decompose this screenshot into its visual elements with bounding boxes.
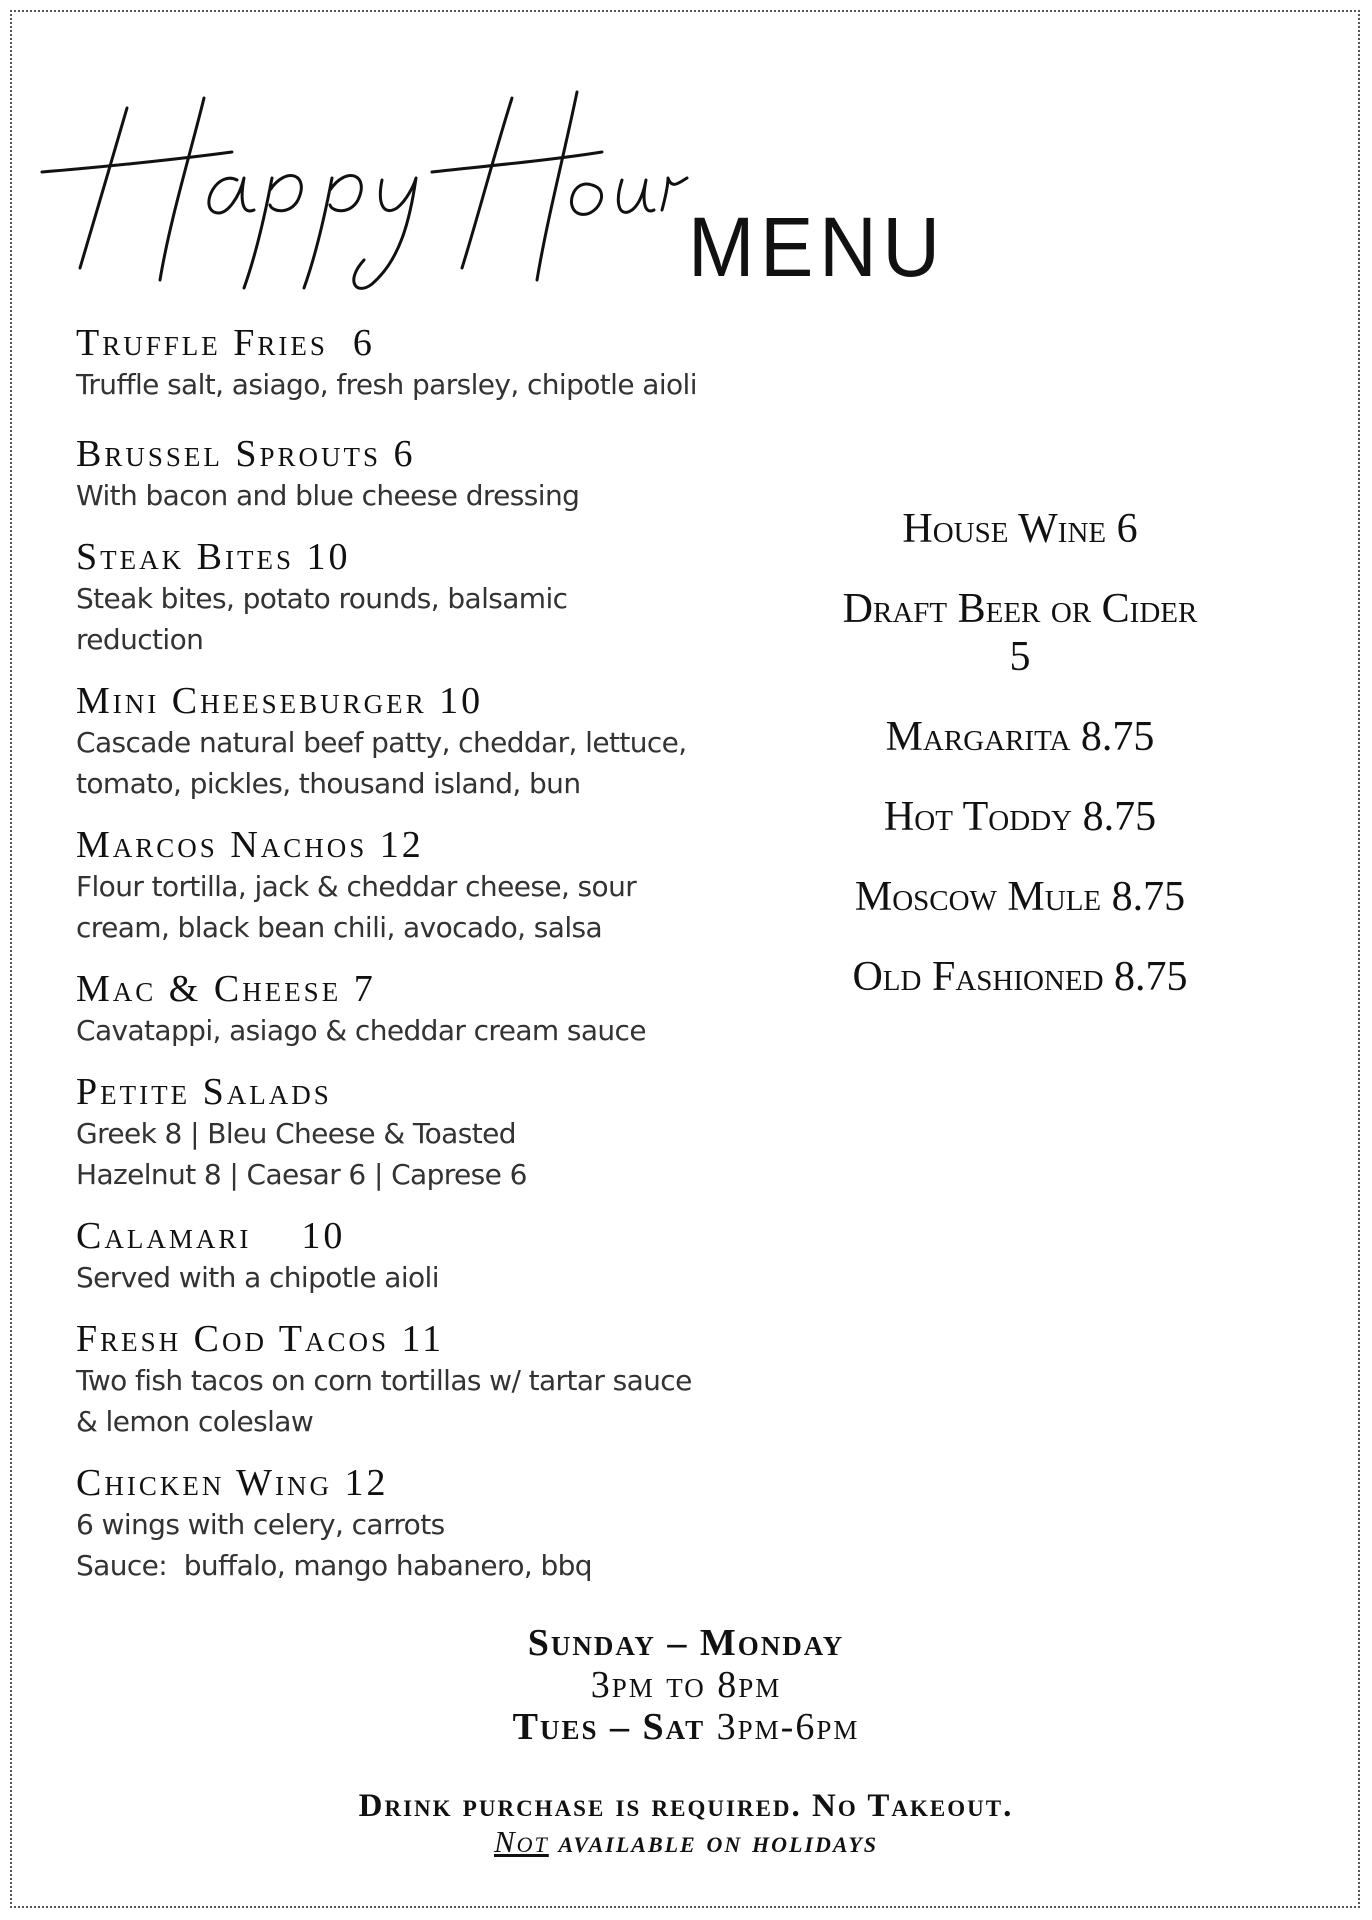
food-item-desc: Two fish tacos on corn tortillas w/ tartar sauce [76, 1364, 692, 1397]
food-item-desc: Greek 8 | Bleu Cheese & Toasted [76, 1117, 516, 1150]
drink-label: Draft Beer or Cider [842, 586, 1198, 632]
drinks-list [760, 505, 1280, 1033]
drink-item [760, 585, 1280, 681]
food-item [76, 536, 766, 660]
hours-block [0, 1622, 1372, 1748]
food-item-title: Calamari 10 [76, 1215, 346, 1257]
drink-label: Old Fashioned 8.75 [852, 954, 1188, 1000]
food-item-title: Mac & Cheese 7 [76, 968, 376, 1010]
drink-item [760, 873, 1280, 921]
holiday-note-rest: available on holidays [548, 1824, 879, 1859]
hours-days: Sunday – Monday [527, 1622, 845, 1664]
drink-item [760, 713, 1280, 761]
food-item-desc: Cascade natural beef patty, cheddar, lettuce, [76, 726, 687, 759]
notes-block [0, 1788, 1372, 1860]
food-item-title: Fresh Cod Tacos 11 [76, 1318, 445, 1360]
drink-label: Moscow Mule 8.75 [854, 874, 1186, 920]
food-item [76, 968, 766, 1051]
drink-price: 5 [1009, 634, 1031, 680]
food-item [76, 680, 766, 804]
food-item-desc: reduction [76, 623, 204, 656]
drink-item [760, 953, 1280, 1001]
holiday-note [0, 1824, 1372, 1860]
food-item [76, 1318, 766, 1442]
happy-hour-script-title [32, 60, 692, 290]
hours-tues-sat-days: Tues – Sat [512, 1706, 706, 1748]
food-item-desc: With bacon and blue cheese dressing [76, 479, 580, 512]
menu-title: MENU [688, 200, 946, 294]
drink-label: House Wine 6 [902, 506, 1138, 552]
food-item [76, 1071, 766, 1195]
food-item-desc: & lemon coleslaw [76, 1405, 314, 1438]
food-item [76, 322, 766, 405]
food-item-title: Brussel Sprouts 6 [76, 433, 416, 475]
food-item [76, 433, 766, 516]
food-item-desc: Truffle salt, asiago, fresh parsley, chipotle aioli [76, 368, 697, 401]
drink-item [760, 505, 1280, 553]
food-item-desc: Steak bites, potato rounds, balsamic [76, 582, 568, 615]
hours-tues-sat [0, 1706, 1372, 1748]
food-list [76, 322, 766, 1586]
food-item-desc: tomato, pickles, thousand island, bun [76, 767, 581, 800]
food-item-title: Truffle Fries 6 [76, 322, 375, 364]
hours-tues-sat-times: 3pm-6pm [705, 1706, 860, 1748]
drink-requirement-note: Drink purchase is required. No Takeout. [358, 1788, 1014, 1824]
food-item-title: Petite Salads [76, 1071, 332, 1113]
drink-item [760, 793, 1280, 841]
food-item-desc: Sauce: buffalo, mango habanero, bbq [76, 1549, 592, 1582]
food-item-desc: Served with a chipotle aioli [76, 1261, 439, 1294]
holiday-note-not: Not [493, 1824, 549, 1859]
food-item [76, 824, 766, 948]
food-item-desc: Hazelnut 8 | Caesar 6 | Caprese 6 [76, 1158, 527, 1191]
food-item-title: Marcos Nachos 12 [76, 824, 424, 866]
drink-label: Hot Toddy 8.75 [883, 794, 1157, 840]
hours-times: 3pm to 8pm [590, 1664, 782, 1706]
food-item [76, 1215, 766, 1298]
food-item-desc: cream, black bean chili, avocado, salsa [76, 911, 603, 944]
drink-label: Margarita 8.75 [885, 714, 1155, 760]
food-item-desc: Flour tortilla, jack & cheddar cheese, sour [76, 870, 637, 903]
food-item-title: Steak Bites 10 [76, 536, 351, 578]
food-item-desc: Cavatappi, asiago & cheddar cream sauce [76, 1014, 646, 1047]
food-item-title: Chicken Wing 12 [76, 1462, 389, 1504]
food-item [76, 1462, 766, 1586]
food-item-title: Mini Cheeseburger 10 [76, 680, 484, 722]
food-item-desc: 6 wings with celery, carrots [76, 1508, 445, 1541]
